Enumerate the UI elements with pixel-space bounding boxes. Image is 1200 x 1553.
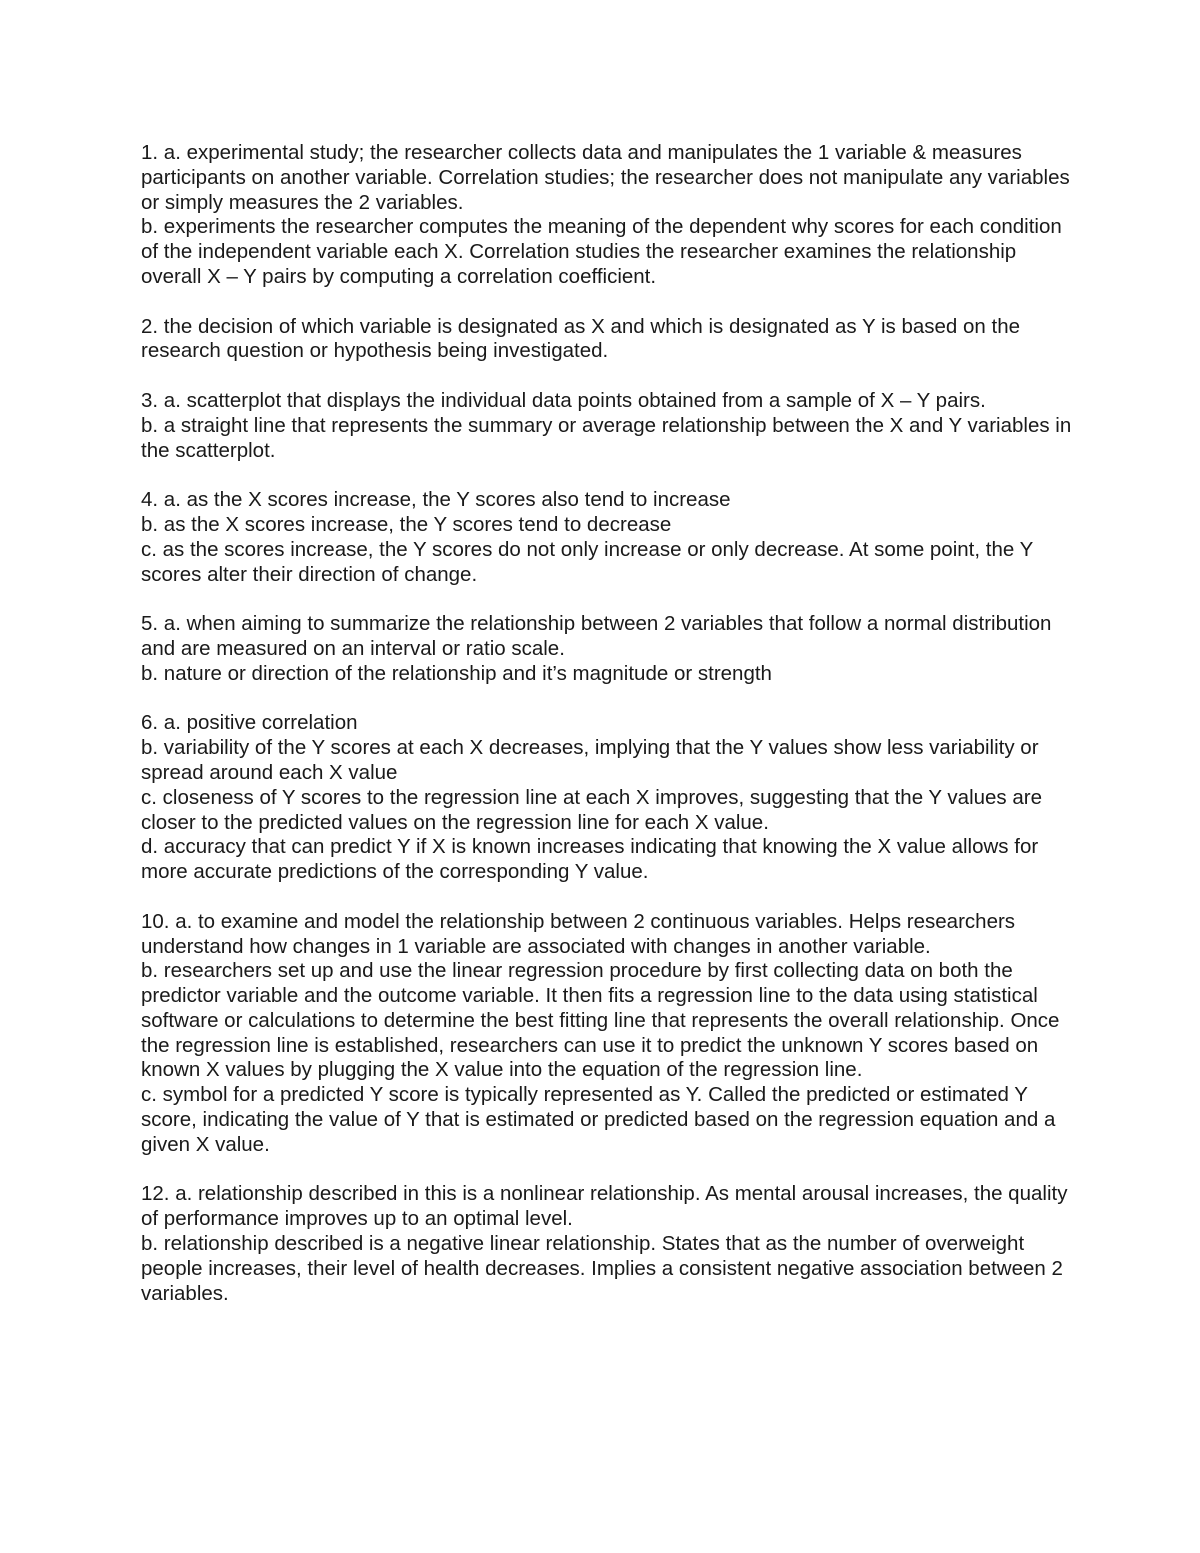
answer-line: b. a straight line that represents the summary or average relationship between the X and Y variables in the scatterplot. <box>141 413 1072 462</box>
answer-6 <box>141 711 1076 885</box>
answer-line: c. as the scores increase, the Y scores do not only increase or only decrease. At some point, the Y scores alter their direction of change. <box>141 537 1033 586</box>
answer-line: b. as the X scores increase, the Y scores tend to decrease <box>141 512 672 536</box>
answer-2 <box>141 315 1076 365</box>
answer-line: b. relationship described is a negative linear relationship. States that as the number of overweight people increases, their level of health decreases. Implies a consistent negative association between 2 variables. <box>141 1232 1063 1305</box>
answer-line: 10. a. to examine and model the relationship between 2 continuous variables. Helps researchers understand how changes in 1 variable are associated with changes in another variable. <box>141 909 1016 958</box>
answer-line: d. accuracy that can predict Y if X is known increases indicating that knowing the X value allows for more accurate predictions of the corresponding Y value. <box>141 835 1039 884</box>
answer-line: 5. a. when aiming to summarize the relationship between 2 variables that follow a normal distribution and are measured on an interval or ratio scale. <box>141 612 1052 660</box>
answer-line: 3. a. scatterplot that displays the individual data points obtained from a sample of X – Y pairs. <box>141 388 986 412</box>
answer-line: 4. a. as the X scores increase, the Y scores also tend to increase <box>141 488 731 512</box>
answer-line: c. symbol for a predicted Y score is typically represented as Y. Called the predicted or estimated Y score, indicating the value of Y that is estimated or predicted based on the regression equation and a given X value. <box>141 1083 1056 1156</box>
answer-line: b. experiments the researcher computes the meaning of the dependent why scores for each condition of the independent variable each X. Correlation studies the researcher examines the relationship overall X – Y pairs by computing a correlation coefficient. <box>141 215 1062 288</box>
answer-line: 12. a. relationship described in this is a nonlinear relationship. As mental arousal increases, the quality of performance improves up to an optimal level. <box>141 1182 1068 1231</box>
answer-line: b. nature or direction of the relationship and it’s magnitude or strength <box>141 661 772 685</box>
answer-line: b. variability of the Y scores at each X decreases, implying that the Y values show less variability or spread around each X value <box>141 736 1039 784</box>
answer-line: 2. the decision of which variable is designated as X and which is designated as Y is based on the research question or hypothesis being investigated. <box>141 314 1021 363</box>
answer-3 <box>141 389 1076 463</box>
document-body <box>141 141 1076 1331</box>
answer-4 <box>141 488 1076 587</box>
answer-line: 6. a. positive correlation <box>141 711 358 735</box>
answer-10 <box>141 910 1076 1158</box>
answer-line: 1. a. experimental study; the researcher collects data and manipulates the 1 variable & measures participants on another variable. Correlation studies; the researcher does not manipulate any variables or simply measures the 2 variables. <box>141 141 1070 214</box>
answer-line: b. researchers set up and use the linear regression procedure by first collecting data on both the predictor variable and the outcome variable. It then fits a regression line to the data using statistical software or calculations to determine the best fitting line that represents the overall relationship. Once the regression line is established, researchers can use it to predict the unknown Y scores based on known X values by plugging the X value into the equation of the regression line. <box>141 959 1060 1082</box>
answer-1 <box>141 141 1076 290</box>
answer-line: c. closeness of Y scores to the regression line at each X improves, suggesting that the Y values are closer to the predicted values on the regression line for each X value. <box>141 785 1042 834</box>
answer-12 <box>141 1182 1076 1306</box>
answer-5 <box>141 612 1076 686</box>
